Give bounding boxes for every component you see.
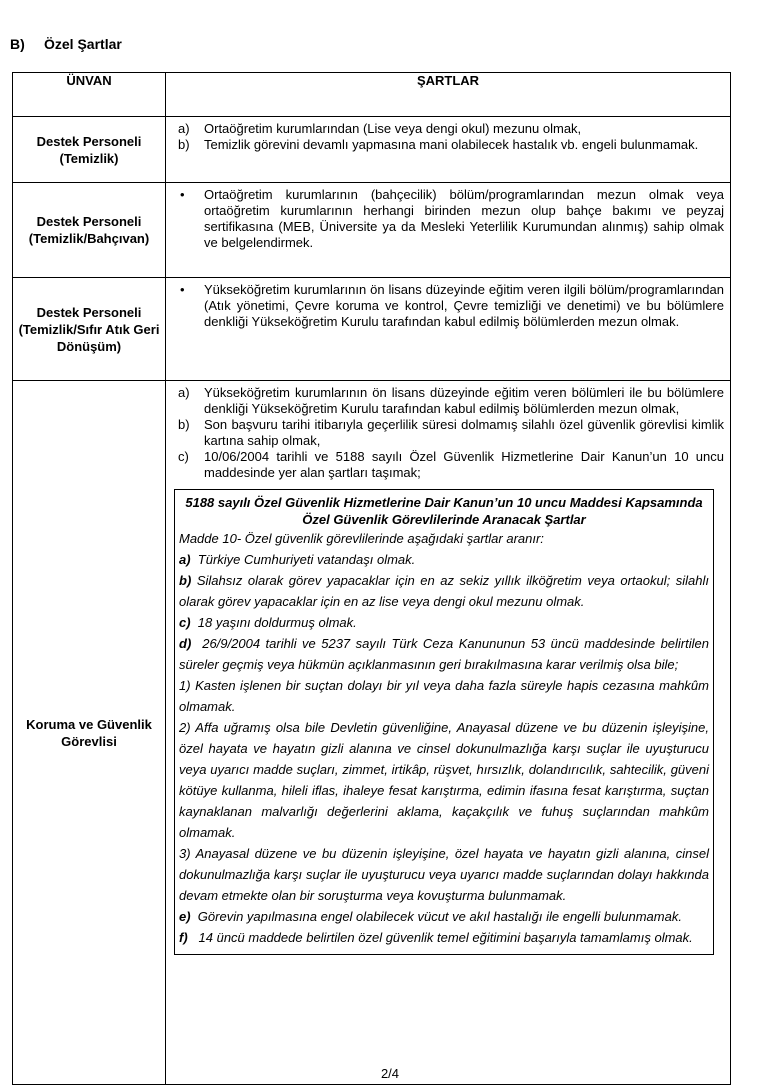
row-title: Destek Personeli (Temizlik/Sıfır Atık Geri Dönüşüm) [13,278,166,381]
quote-item-c [179,612,709,633]
list-item [166,121,724,137]
section-letter: B) [10,36,25,52]
conditions-table [12,72,731,1085]
quote-item-e [179,906,709,927]
header-conditions-column: ŞARTLAR [166,73,731,117]
quote-text: Silahsız olarak görev yapacaklar için en az sekiz yıllık ilköğretim veya ortaokul; silahlı olarak görev yapacaklar için en az lise veya dengi okul mezunu olmak. [179,573,709,609]
item-text: Ortaöğretim kurumlarının (bahçecilik) bölüm/programlarından mezun olmak veya ortaöğretim kurumlarının herhangi birinden mezun olup bahçe bakımı ve peyzaj sertifikasına (MEB, Üniversite ya da Mesleki Yeterlilik Kurumundan alınmış) sahip olmak ve belgelendirmek. [204,187,724,250]
quote-item-f [179,927,709,948]
item-text: Temizlik görevini devamlı yapmasına mani olabilecek hastalık vb. engeli bulunmamak. [204,137,699,152]
quote-item-d3: 3) Anayasal düzene ve bu düzenin işleyişine, özel hayata ve hayatın gizli alanına, cinsel dokunulmazlığa karşı suçlar ile uyuşturucu veya uyarıcı madde suçlarından dolayı hakkında devam etmekte olan bir soruşturma veya kovuşturma bulunmamak. [179,846,709,903]
section-title: Özel Şartlar [44,36,122,52]
quote-intro: Madde 10- Özel güvenlik görevlilerinde aşağıdaki şartlar aranır: [179,531,544,546]
page-number: 2/4 [380,1066,400,1081]
list-item [166,137,724,153]
bullet-icon: • [180,187,185,202]
quote-marker: e) [179,909,191,924]
quote-text: Görevin yapılmasına engel olabilecek vücut ve akıl hastalığı ile engelli bulunmamak. [197,909,682,924]
row-conditions [166,278,731,381]
law-quote-box [174,489,714,955]
row-conditions [166,117,731,183]
row-title: Destek Personeli (Temizlik) [13,117,166,183]
quote-item-a [179,549,709,570]
item-text: Yükseköğretim kurumlarının ön lisans düzeyinde eğitim veren ilgili bölüm/programlarından (Atık yönetimi, Çevre koruma ve kontrol, Çevre temizliği ve denetimi) ve bu bölümlere denkliği Yükseköğretim Kurulu tarafından kabul edilmiş bölümlerden mezun olmak. [204,282,724,329]
table-row [13,183,731,278]
quote-item-d2: 2) Affa uğramış olsa bile Devletin güvenliğine, Anayasal düzene ve bu düzenin işleyişine, özel hayata ve hayatın gizli alanına ve cinsel dokunulmazlığa karşı suçlar ile uyuşturucu veya uyarıcı madde suçları, zimmet, irtikâp, rüşvet, hırsızlık, dolandırıcılık, sahtecilik, güveni kötüye kullanma, hileli iflas, ihaleye fesat karıştırma, edimin ifasına fesat karıştırma, suçtan kaynaklanan malvarlığı değerlerini aklama, kaçakçılık ve fuhuş suçlarından mahkûm olmamak. [179,720,709,840]
table-row [13,117,731,183]
quote-text: Türkiye Cumhuriyeti vatandaşı olmak. [197,552,416,567]
quote-marker: b) [179,573,192,588]
quote-title: 5188 sayılı Özel Güvenlik Hizmetlerine Dair Kanun’un 10 uncu Maddesi Kapsamında Özel Güvenlik Görevlilerinde Aranacak Şartlar [185,495,703,527]
bullet-icon: • [180,282,185,297]
item-text: 10/06/2004 tarihli ve 5188 sayılı Özel Güvenlik Hizmetlerine Dair Kanun’un 10 uncu maddesinde yer alan şartları taşımak; [204,449,724,480]
item-text: Yükseköğretim kurumlarının ön lisans düzeyinde eğitim veren bölümleri ile bu bölümlere denkliği Yükseköğretim Kurulu tarafından kabul edilmiş bölümlerden mezun olmak, [204,385,724,416]
list-item [166,187,724,251]
section-heading [10,36,122,52]
quote-marker: a) [179,552,191,567]
list-item [166,385,724,417]
list-item [166,282,724,330]
quote-item-b [179,570,709,612]
item-marker: b) [178,137,190,152]
item-marker: b) [178,417,190,432]
row-conditions [166,381,731,1085]
row-conditions [166,183,731,278]
quote-marker: f) [179,930,188,945]
quote-text: 26/9/2004 tarihli ve 5237 sayılı Türk Ceza Kanununun 53 üncü maddesinde belirtilen süreler geçmiş veya hükmün açıklanmasının geri bırakılmasına karar verilmiş olsa bile; [179,636,709,672]
list-item [166,449,724,481]
list-item [166,417,724,449]
header-title-column: ÜNVAN [13,73,166,117]
row-title: Destek Personeli (Temizlik/Bahçıvan) [13,183,166,278]
quote-item-d1: 1) Kasten işlenen bir suçtan dolayı bir yıl veya daha fazla süreyle hapis cezasına mahkûm olmamak. [179,678,709,714]
quote-item-d [179,633,709,675]
quote-marker: d) [179,636,192,651]
quote-text: 18 yaşını doldurmuş olmak. [197,615,357,630]
table-header-row [13,73,731,117]
table-row [13,381,731,1085]
table-row [13,278,731,381]
item-marker: a) [178,121,190,136]
row-title: Koruma ve Güvenlik Görevlisi [13,381,166,1085]
item-text: Son başvuru tarihi itibarıyla geçerlilik süresi dolmamış silahlı özel güvenlik görevlisi kimlik kartına sahip olmak, [204,417,724,448]
item-marker: c) [178,449,189,464]
quote-marker: c) [179,615,191,630]
item-marker: a) [178,385,190,400]
quote-text: 14 üncü maddede belirtilen özel güvenlik temel eğitimini başarıyla tamamlamış olmak. [198,930,693,945]
item-text: Ortaöğretim kurumlarından (Lise veya dengi okul) mezunu olmak, [204,121,582,136]
